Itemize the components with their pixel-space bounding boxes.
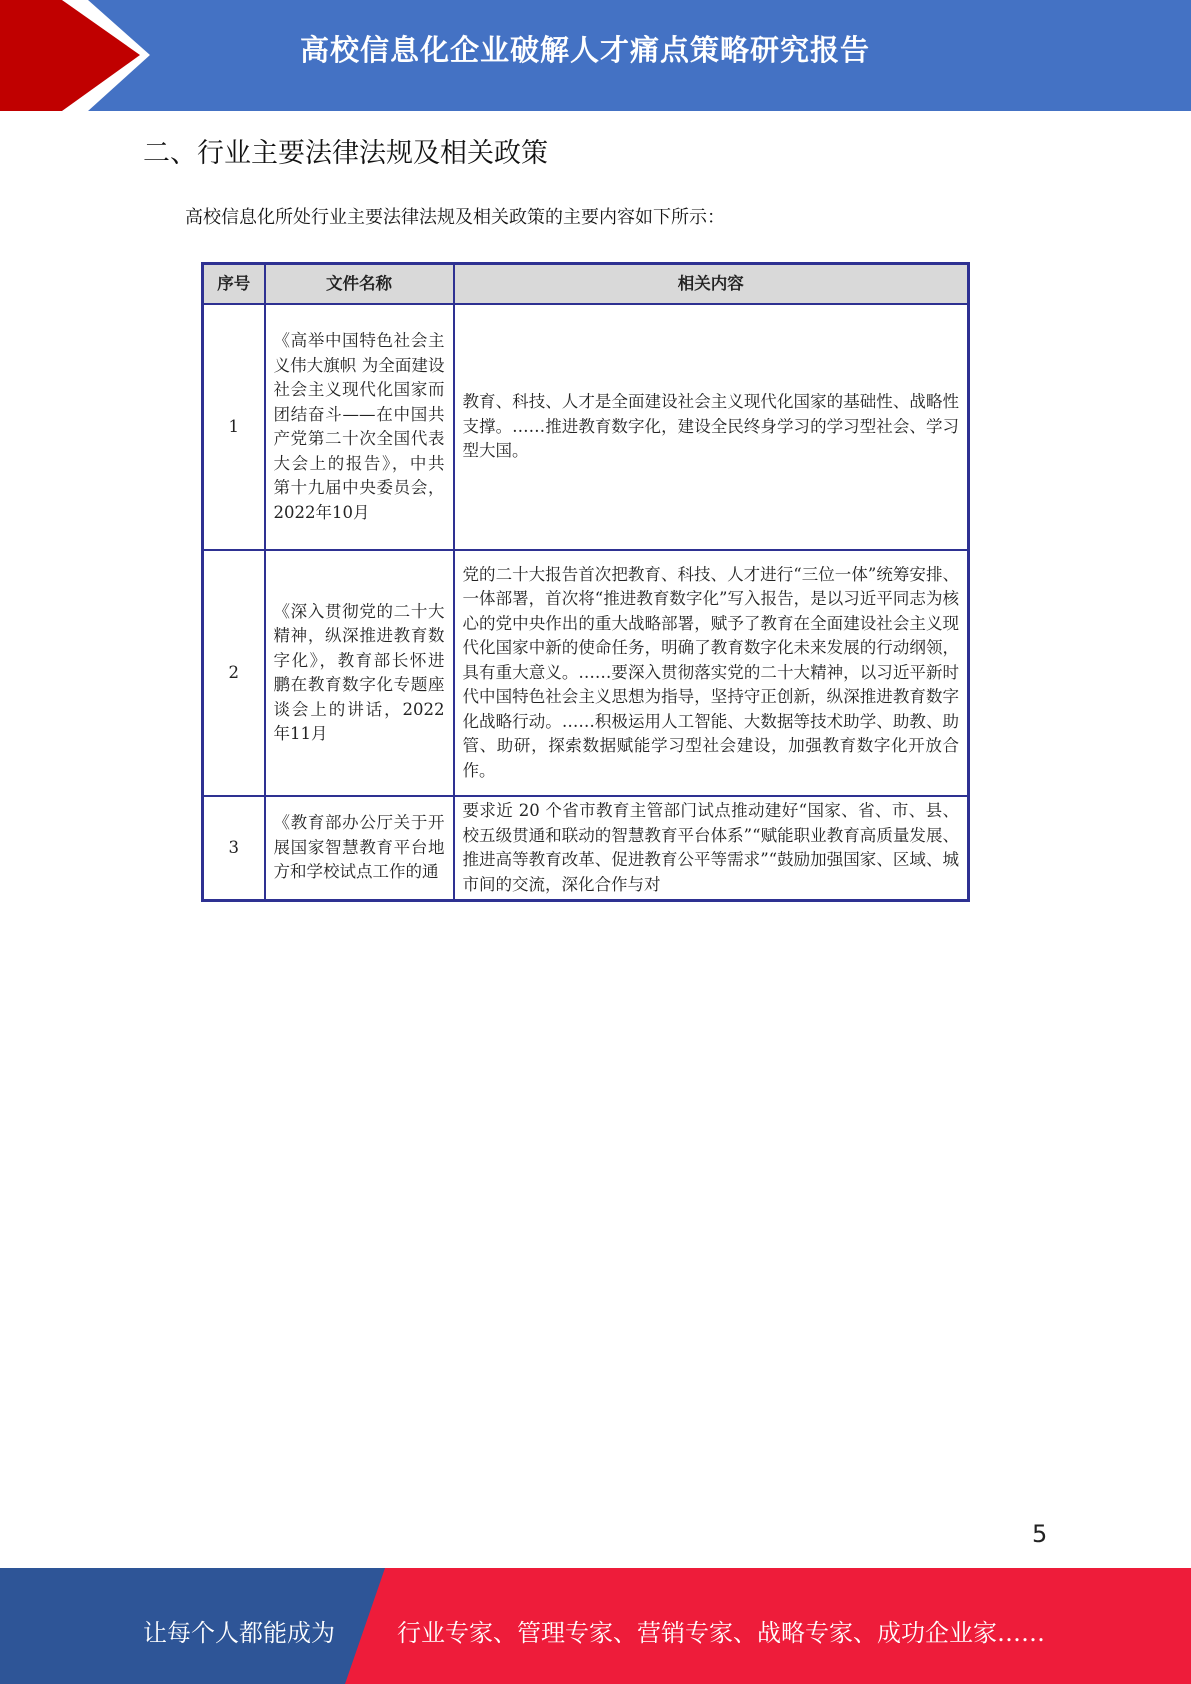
footer-slogan-left: 让每个人都能成为	[143, 1619, 335, 1647]
table-row	[203, 304, 969, 550]
related-content: 教育、科技、人才是全面建设社会主义现代化国家的基础性、战略性支撑。……推进教育数字化，建设全民终身学习的学习型社会、学习型大国。	[454, 304, 969, 550]
footer-slogan-right: 行业专家、管理专家、营销专家、战略专家、成功企业家……	[397, 1619, 1045, 1647]
footer-banner	[0, 1568, 1191, 1684]
related-content: 要求近 20 个省市教育主管部门试点推动建好“国家、省、市、县、校五级贯通和联动的智慧教育平台体系”“赋能职业教育高质量发展、推进高等教育改革、促进教育公平等需求”“鼓励加强国家、区域、城市间的交流，深化合作与对	[454, 796, 969, 901]
document-name: 《深入贯彻党的二十大精神，纵深推进教育数字化》，教育部长怀进鹏在教育数字化专题座谈会上的讲话，2022年11月	[265, 550, 454, 796]
table-header-row	[203, 264, 969, 305]
policy-table	[201, 262, 970, 902]
header-banner	[0, 0, 1191, 111]
table-row	[203, 796, 969, 901]
row-number: 3	[203, 796, 265, 901]
section-heading: 二、行业主要法律法规及相关政策	[143, 138, 548, 169]
column-header-content: 相关内容	[454, 264, 969, 305]
row-number: 2	[203, 550, 265, 796]
report-title: 高校信息化企业破解人才痛点策略研究报告	[300, 33, 871, 67]
column-header-document: 文件名称	[265, 264, 454, 305]
page-number: 5	[1032, 1520, 1048, 1548]
header-arrow-decoration	[0, 0, 160, 111]
column-header-number: 序号	[203, 264, 265, 305]
document-name: 《教育部办公厅关于开展国家智慧教育平台地方和学校试点工作的通	[265, 796, 454, 901]
document-name: 《高举中国特色社会主义伟大旗帜 为全面建设社会主义现代化国家而团结奋斗——在中国共产党第二十次全国代表大会上的报告》，中共第十九届中央委员会，2022年10月	[265, 304, 454, 550]
intro-paragraph: 高校信息化所处行业主要法律法规及相关政策的主要内容如下所示：	[185, 207, 725, 228]
row-number: 1	[203, 304, 265, 550]
related-content: 党的二十大报告首次把教育、科技、人才进行“三位一体”统筹安排、一体部署，首次将“推进教育数字化”写入报告，是以习近平同志为核心的党中央作出的重大战略部署，赋予了教育在全面建设社会主义现代化国家中新的使命任务，明确了教育数字化未来发展的行动纲领，具有重大意义。……要深入贯彻落实党的二十大精神，以习近平新时代中国特色社会主义思想为指导，坚持守正创新，纵深推进教育数字化战略行动。……积极运用人工智能、大数据等技术助学、助教、助管、助研，探索数据赋能学习型社会建设，加强教育数字化开放合作。	[454, 550, 969, 796]
table-row	[203, 550, 969, 796]
